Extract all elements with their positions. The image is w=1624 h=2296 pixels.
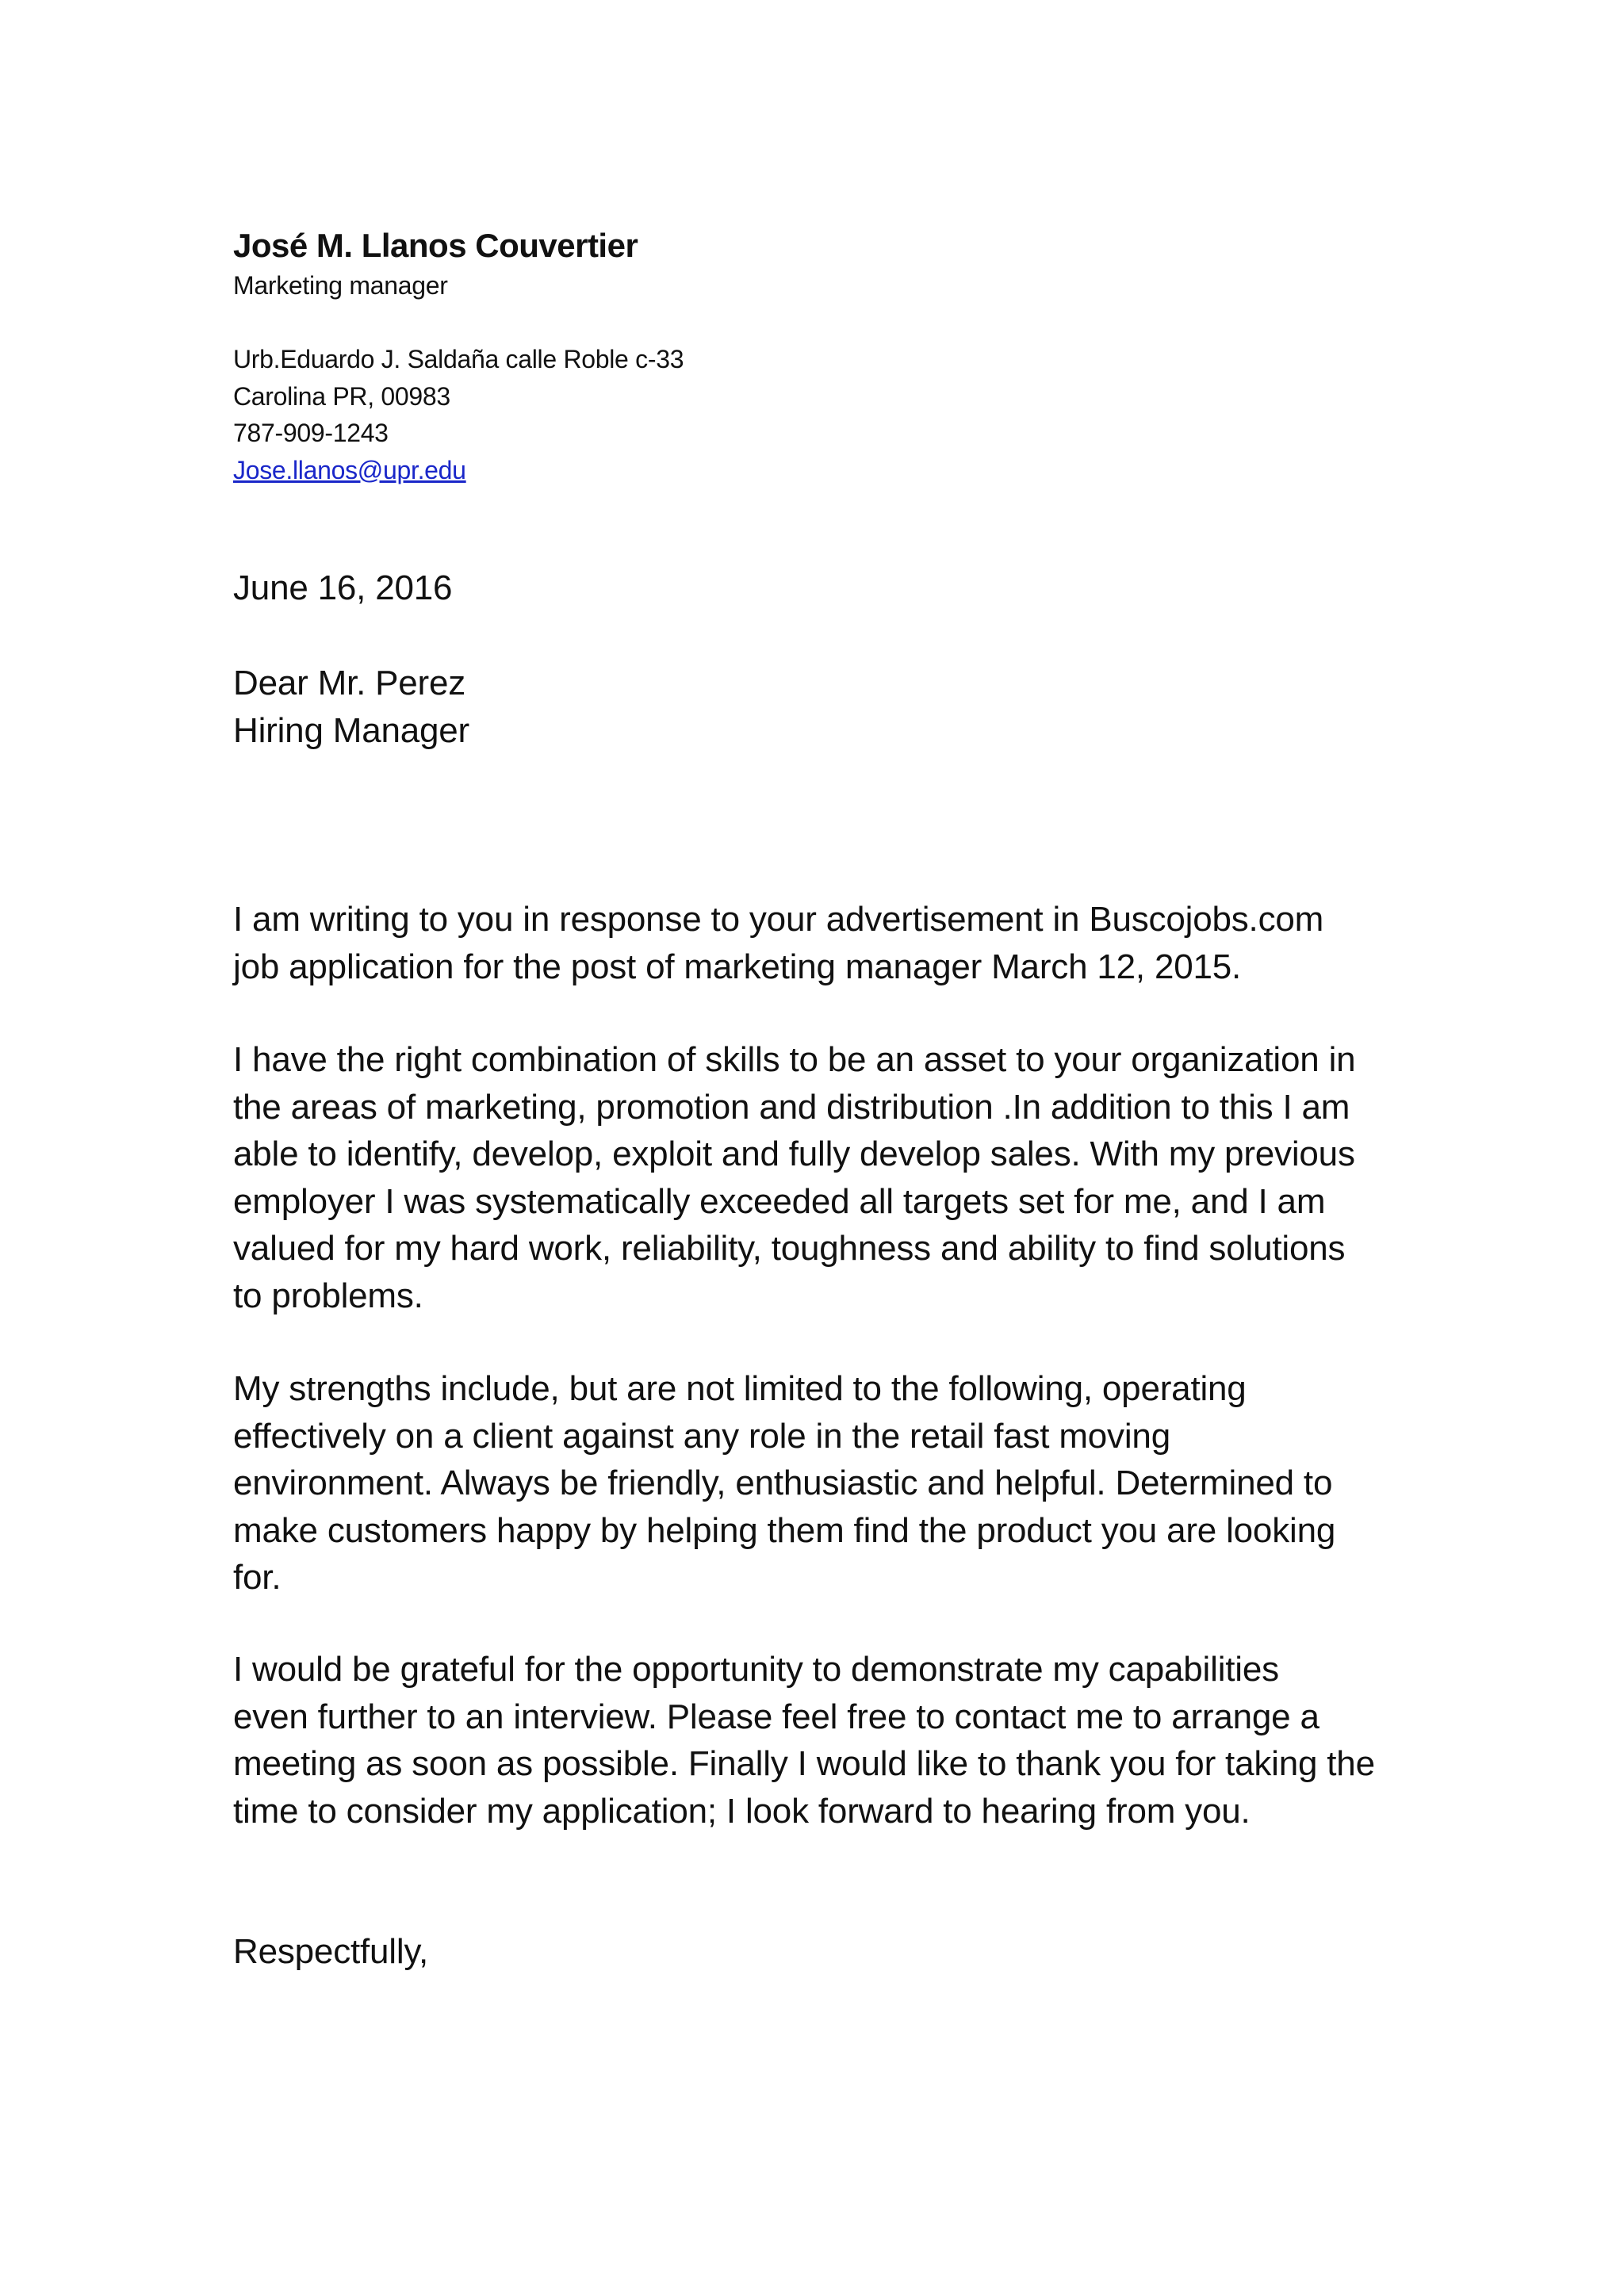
paragraph-line: to problems. (233, 1276, 423, 1315)
salutation: Dear Mr. Perez (233, 664, 466, 702)
sender-title: Marketing manager (233, 271, 448, 300)
paragraph-line: My strengths include, but are not limited to the following, operating (233, 1369, 1247, 1408)
address-line-2: Carolina PR, 00983 (233, 381, 450, 411)
paragraph-line: employer I was systematically exceeded all targets set for me, and I am (233, 1181, 1326, 1221)
letter-date: June 16, 2016 (233, 568, 453, 607)
recipient-block (233, 660, 1423, 754)
address-line-1: Urb.Eduardo J. Saldaña calle Roble c-33 (233, 345, 684, 373)
paragraph-line: I have the right combination of skills to be an asset to your organization in (233, 1040, 1356, 1079)
paragraph-line: for. (233, 1558, 282, 1597)
recipient-title: Hiring Manager (233, 710, 470, 750)
body-paragraph-2 (233, 1036, 1423, 1319)
paragraph-line: the areas of marketing, promotion and distribution .In addition to this I am (233, 1087, 1350, 1127)
sender-block (233, 224, 1185, 488)
paragraph-line: time to consider my application; I look forward to hearing from you. (233, 1791, 1251, 1831)
paragraph-line: able to identify, develop, exploit and fully develop sales. With my previous (233, 1135, 1355, 1173)
sender-phone: 787-909-1243 (233, 419, 389, 447)
paragraph-line: I am writing to you in response to your advertisement in Buscojobs.com (233, 900, 1324, 939)
sender-address (233, 341, 1185, 488)
paragraph-line: meeting as soon as possible. Finally I would like to thank you for taking the (233, 1744, 1375, 1783)
paragraph-line: make customers happy by helping them find the product you are looking (233, 1510, 1336, 1550)
paragraph-line: environment. Always be friendly, enthusiastic and helpful. Determined to (233, 1464, 1333, 1502)
body-paragraph-1 (233, 896, 1423, 990)
body-paragraph-4 (233, 1646, 1423, 1835)
paragraph-line: job application for the post of marketing manager March 12, 2015. (233, 947, 1242, 986)
sender-name: José M. Llanos Couvertier (233, 227, 638, 264)
body-paragraph-3 (233, 1365, 1423, 1601)
sender-email-link[interactable]: Jose.llanos@upr.edu (233, 455, 466, 484)
paragraph-line: I would be grateful for the opportunity to demonstrate my capabilities (233, 1650, 1279, 1689)
paragraph-line: effectively on a client against any role in the retail fast moving (233, 1416, 1170, 1456)
paragraph-line: valued for my hard work, reliability, toughness and ability to find solutions (233, 1229, 1346, 1268)
paragraph-line: even further to an interview. Please feel free to contact me to arrange a (233, 1697, 1320, 1736)
closing: Respectfully, (233, 1932, 429, 1971)
